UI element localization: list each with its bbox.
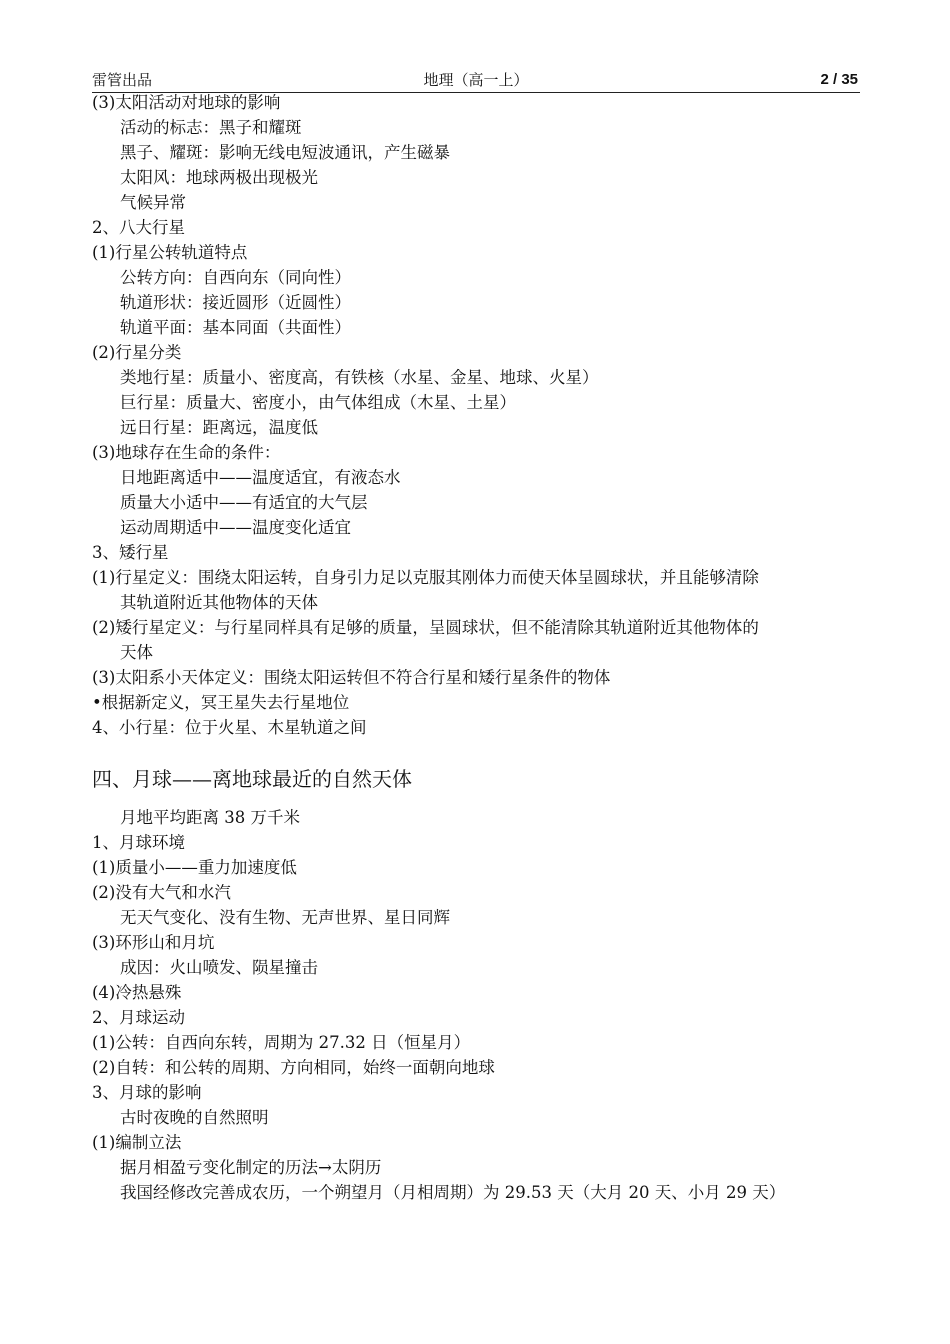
text-line: 我国经修改完善成农历，一个朔望月（月相周期）为 29.53 天（大月 20 天、小月 29 天）	[120, 1183, 786, 1202]
text-line: (2)自转：和公转的周期、方向相同，始终一面朝向地球	[92, 1058, 495, 1077]
text-line: 类地行星：质量小、密度高，有铁核（水星、金星、地球、火星）	[120, 368, 599, 387]
text-line: 气候异常	[120, 193, 186, 212]
text-line: (3)太阳系小天体定义：围绕太阳运转但不符合行星和矮行星条件的物体	[92, 668, 611, 687]
text-line: •根据新定义，冥王星失去行星地位	[92, 693, 350, 712]
text-line: (1)编制立法	[92, 1133, 182, 1152]
section-four-notes	[92, 805, 872, 1205]
text-line: 据月相盈亏变化制定的历法→太阴历	[120, 1158, 382, 1177]
text-line: (3)地球存在生命的条件：	[92, 443, 281, 462]
text-line: 月地平均距离 38 万千米	[120, 808, 300, 827]
text-line: (1)行星定义：围绕太阳运转，自身引力足以克服其刚体力而使天体呈圆球状，并且能够清除	[92, 568, 759, 587]
text-line: (2)没有大气和水汽	[92, 883, 231, 902]
text-line: 远日行星：距离远，温度低	[120, 418, 318, 437]
text-line: 无天气变化、没有生物、无声世界、星日同辉	[120, 908, 450, 927]
text-line: 日地距离适中——温度适宜，有液态水	[120, 468, 401, 487]
text-line: 天体	[120, 643, 153, 662]
text-line: 轨道平面：基本同面（共面性）	[120, 318, 351, 337]
text-line: 轨道形状：接近圆形（近圆性）	[120, 293, 351, 312]
text-line: (3)太阳活动对地球的影响	[92, 93, 281, 112]
text-line: 活动的标志：黑子和耀斑	[120, 118, 302, 137]
text-line: 成因：火山喷发、陨星撞击	[120, 958, 318, 977]
text-line: (4)冷热悬殊	[92, 983, 182, 1002]
header-author: 雷管出品	[92, 71, 153, 89]
section-three-notes	[92, 90, 872, 740]
text-line: 其轨道附近其他物体的天体	[120, 593, 318, 612]
text-line: (2)矮行星定义：与行星同样具有足够的质量，呈圆球状，但不能清除其轨道附近其他物体的	[92, 618, 759, 637]
document-body	[92, 90, 872, 1205]
header-title: 地理（高一上）	[423, 71, 529, 89]
text-line: (3)环形山和月坑	[92, 933, 215, 952]
text-line: 公转方向：自西向东（同向性）	[120, 268, 351, 287]
text-line: 运动周期适中——温度变化适宜	[120, 518, 351, 537]
text-line: 质量大小适中——有适宜的大气层	[120, 493, 368, 512]
text-line: (1)公转：自西向东转，周期为 27.32 日（恒星月）	[92, 1033, 471, 1052]
text-line: 黑子、耀斑：影响无线电短波通讯，产生磁暴	[120, 143, 450, 162]
text-line: 4、小行星：位于火星、木星轨道之间	[92, 718, 367, 737]
text-line: 1、月球环境	[92, 833, 185, 852]
text-line: 3、矮行星	[92, 543, 169, 562]
text-line: (1)质量小——重力加速度低	[92, 858, 297, 877]
text-line: 巨行星：质量大、密度小，由气体组成（木星、土星）	[120, 393, 516, 412]
page-number: 2 / 35	[820, 71, 858, 88]
text-line: 3、月球的影响	[92, 1083, 202, 1102]
text-line: 2、月球运动	[92, 1008, 185, 1027]
text-line: (2)行星分类	[92, 343, 182, 362]
section-heading: 四、月球——离地球最近的自然天体	[92, 767, 412, 791]
text-line: 古时夜晚的自然照明	[120, 1108, 269, 1127]
text-line: 2、八大行星	[92, 218, 185, 237]
text-line: (1)行星公转轨道特点	[92, 243, 248, 262]
text-line: 太阳风：地球两极出现极光	[120, 168, 318, 187]
